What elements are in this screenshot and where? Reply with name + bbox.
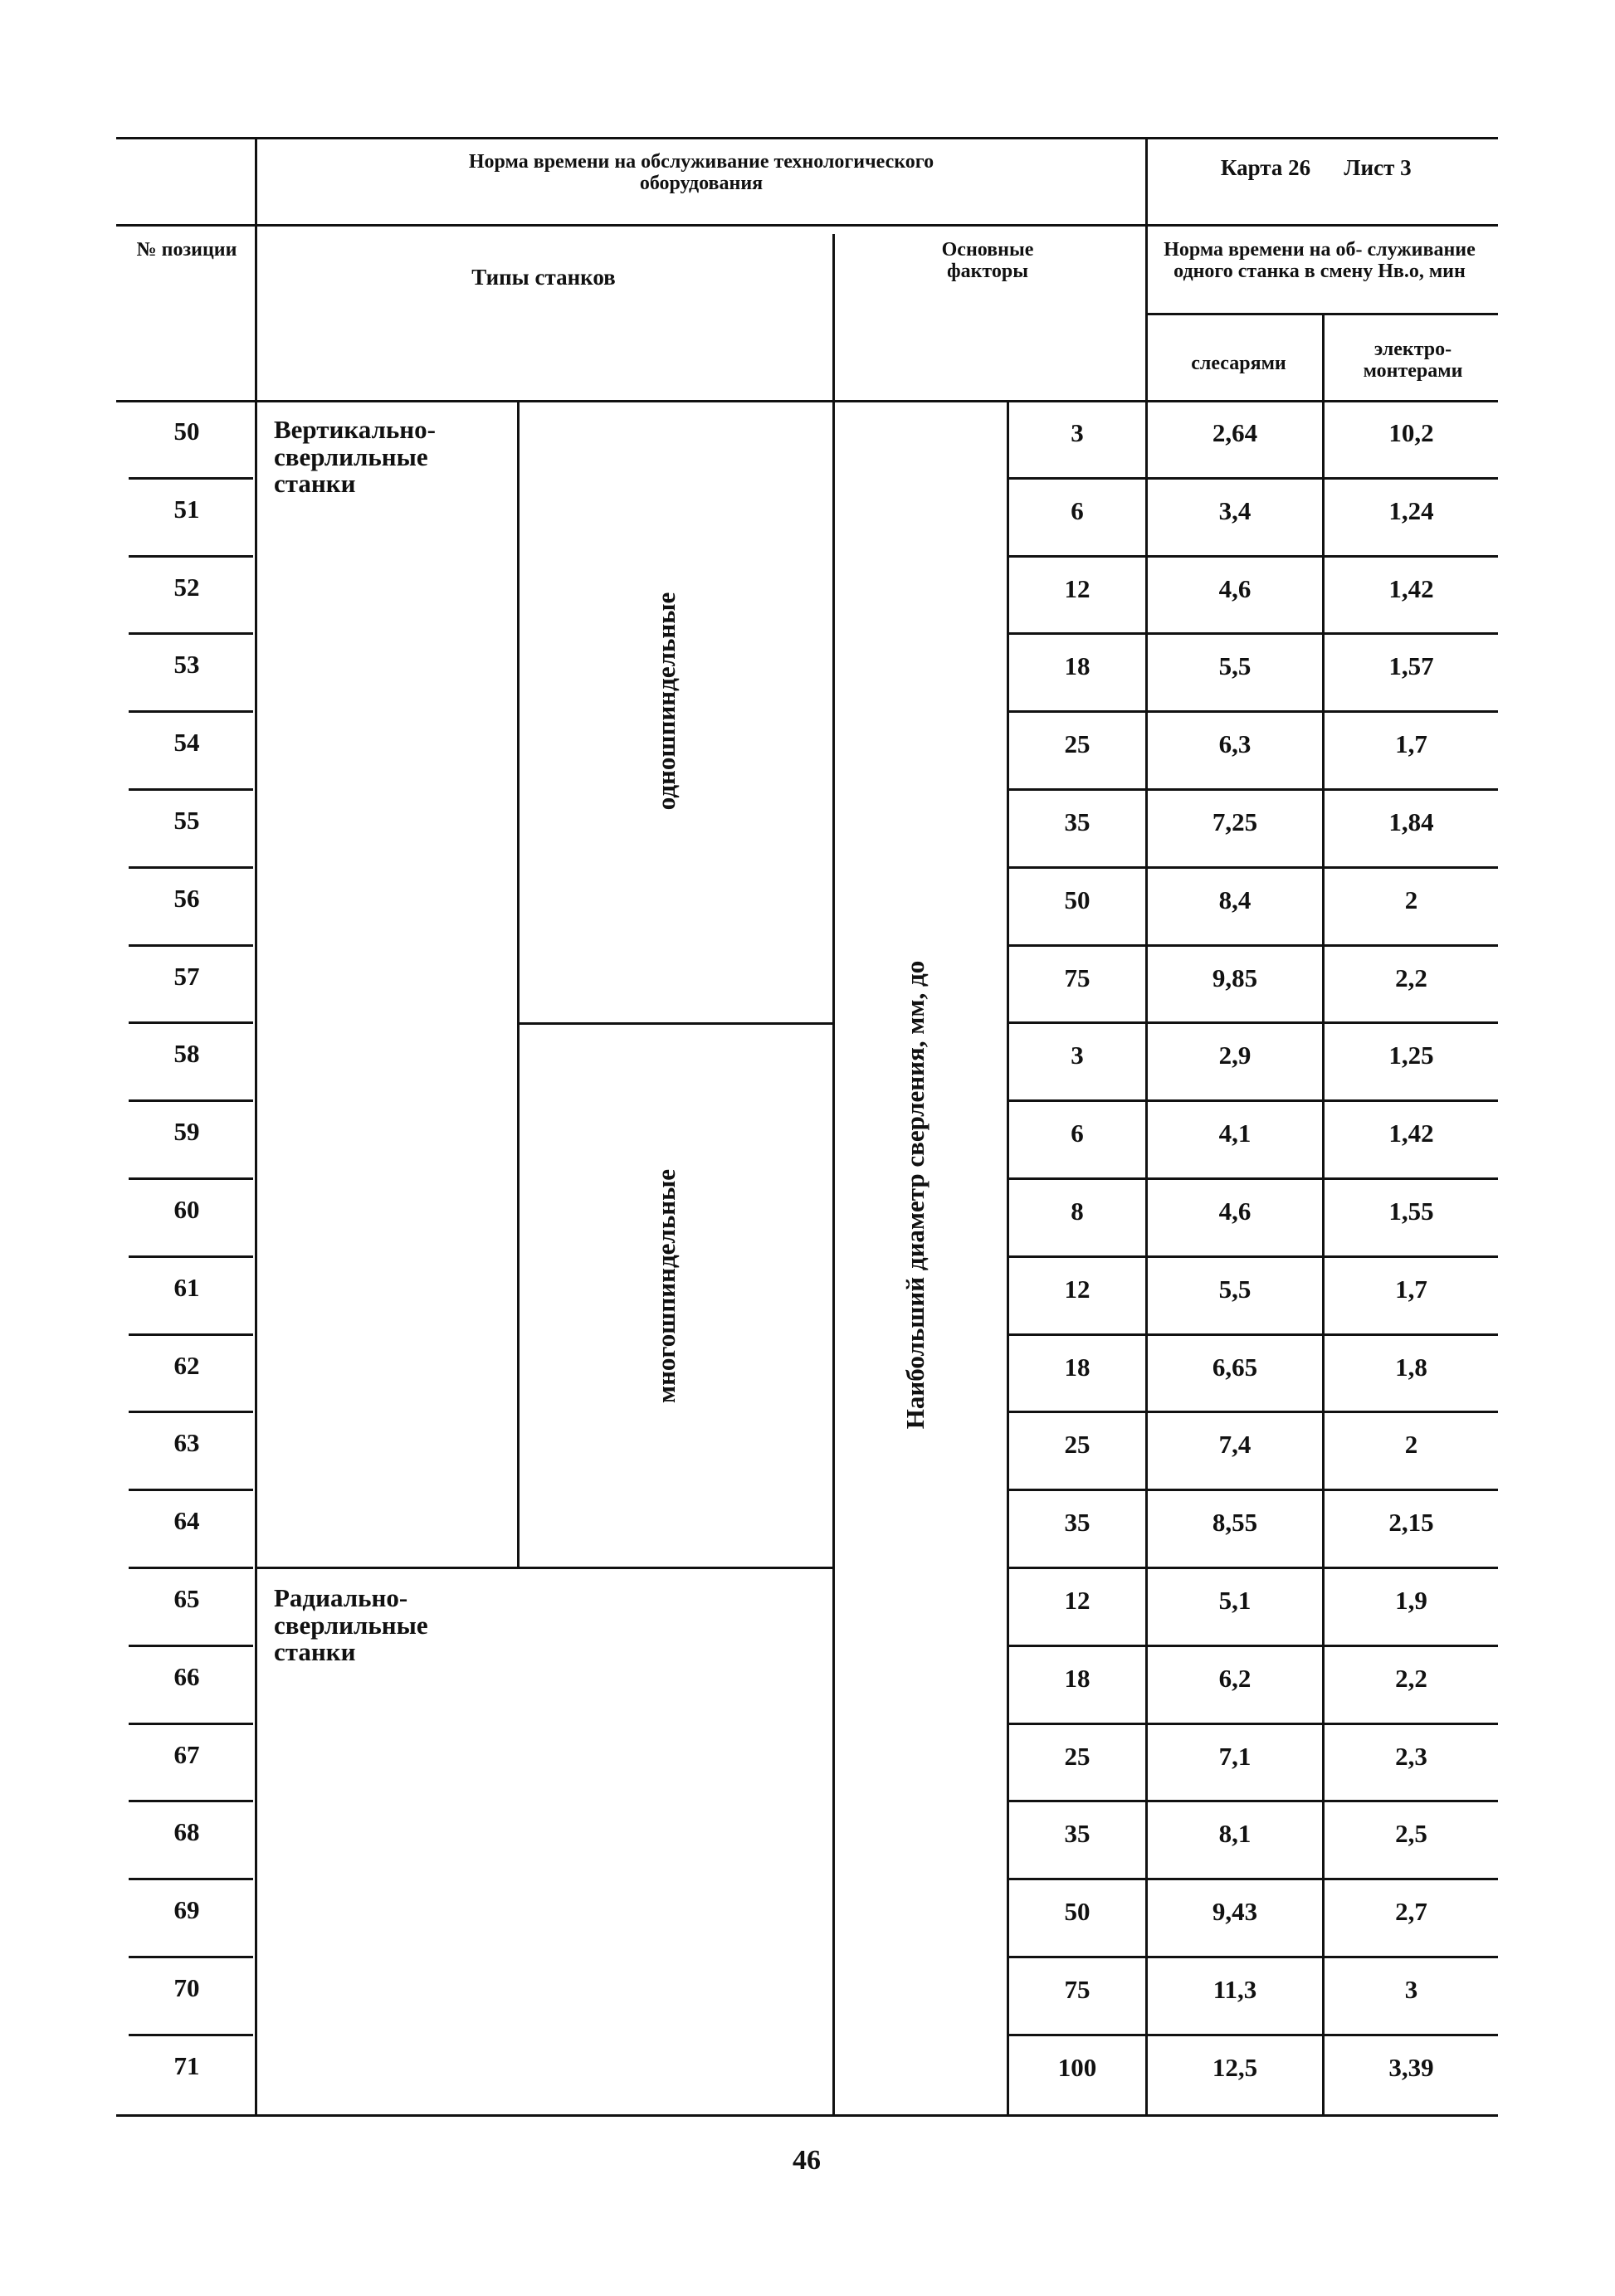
row-divider [1007, 1333, 1498, 1336]
label-single-spindle: одношпиндельные [651, 592, 681, 811]
row-electrician-time: 10,2 [1388, 418, 1434, 447]
page-number: 46 [793, 2145, 821, 2176]
col-position: № позиции [136, 239, 237, 261]
row-diameter: 12 [1064, 1586, 1090, 1615]
row-electrician-time: 1,8 [1395, 1352, 1427, 1382]
row-divider [129, 1489, 253, 1491]
row-locksmith-time: 2,9 [1218, 1041, 1252, 1070]
row-electrician-time: 2,5 [1395, 1819, 1427, 1849]
row-position: 70 [173, 1973, 200, 2002]
row-divider [129, 1567, 253, 1569]
row-position: 61 [173, 1272, 200, 1302]
row-locksmith-time: 4,6 [1218, 573, 1252, 603]
sheet-number: Лист 3 [1344, 155, 1412, 180]
row-diameter: 18 [1064, 1663, 1090, 1693]
row-locksmith-time: 7,4 [1218, 1430, 1252, 1460]
col-norm-group: Норма времени на об- служивание одного станка в смену Нв.о, мин [1164, 239, 1476, 283]
row-locksmith-time: 5,1 [1218, 1586, 1252, 1615]
spindle-split-rule [517, 1022, 832, 1025]
bottom-rule [116, 2114, 1498, 2117]
row-position: 62 [173, 1350, 200, 1380]
row-divider [129, 1099, 253, 1102]
row-electrician-time: 1,7 [1395, 729, 1427, 759]
row-divider [1007, 555, 1498, 558]
row-divider [129, 477, 253, 480]
row-electrician-time: 2,2 [1395, 963, 1427, 992]
row-diameter: 18 [1064, 651, 1090, 681]
row-position: 57 [173, 961, 200, 991]
row-electrician-time: 2,7 [1395, 1897, 1427, 1927]
row-divider [1007, 710, 1498, 713]
row-position: 65 [173, 1584, 200, 1613]
row-position: 51 [173, 494, 200, 524]
row-electrician-time: 1,7 [1395, 1274, 1427, 1304]
row-divider [1007, 1567, 1498, 1569]
row-position: 68 [173, 1817, 200, 1847]
row-divider [1007, 788, 1498, 791]
row-diameter: 75 [1064, 963, 1090, 992]
row-position: 52 [173, 572, 200, 602]
columns-bottom-rule [116, 400, 1498, 402]
row-divider [129, 2034, 253, 2036]
row-diameter: 12 [1064, 1274, 1090, 1304]
row-position: 67 [173, 1739, 200, 1769]
row-electrician-time: 1,9 [1395, 1586, 1427, 1615]
row-electrician-time: 1,42 [1388, 1119, 1434, 1148]
card-number: Карта 26 [1220, 155, 1311, 180]
row-locksmith-time: 6,65 [1212, 1352, 1258, 1382]
row-diameter: 35 [1064, 1508, 1090, 1538]
row-diameter: 12 [1064, 573, 1090, 603]
row-locksmith-time: 5,5 [1218, 1274, 1252, 1304]
row-divider [1007, 632, 1498, 635]
row-divider [129, 1800, 253, 1802]
row-locksmith-time: 4,6 [1218, 1197, 1252, 1226]
row-divider [129, 1255, 253, 1258]
row-divider [1007, 1800, 1498, 1802]
row-divider [129, 1021, 253, 1024]
label-max-diameter: Наибольший диаметр сверления, мм, до [900, 960, 929, 1430]
table-title: Норма времени на обслуживание технологического оборудования [468, 151, 934, 195]
row-divider [129, 788, 253, 791]
row-locksmith-time: 4,1 [1218, 1119, 1252, 1148]
row-diameter: 18 [1064, 1352, 1090, 1382]
row-diameter: 3 [1071, 418, 1084, 447]
row-diameter: 50 [1064, 885, 1090, 914]
header-bottom-rule [116, 224, 1498, 227]
row-electrician-time: 1,55 [1388, 1197, 1434, 1226]
row-diameter: 35 [1064, 1819, 1090, 1849]
row-locksmith-time: 8,4 [1218, 885, 1252, 914]
row-divider [1007, 2034, 1498, 2036]
row-divider [1007, 1878, 1498, 1880]
row-divider [1007, 866, 1498, 869]
row-diameter: 8 [1071, 1197, 1084, 1226]
row-locksmith-time: 7,25 [1212, 807, 1258, 836]
row-diameter: 25 [1064, 729, 1090, 759]
row-divider [1007, 944, 1498, 947]
row-locksmith-time: 7,1 [1218, 1741, 1252, 1771]
row-electrician-time: 3,39 [1388, 2052, 1434, 2082]
row-divider [1007, 477, 1498, 480]
col-sep-factors [832, 234, 835, 2116]
row-position: 71 [173, 2050, 200, 2080]
row-electrician-time: 1,24 [1388, 495, 1434, 525]
top-rule [116, 137, 1498, 139]
row-divider [129, 1723, 253, 1725]
col-electricians: электро- монтерами [1363, 339, 1463, 383]
row-electrician-time: 1,25 [1388, 1041, 1434, 1070]
row-electrician-time: 2,15 [1388, 1508, 1434, 1538]
row-diameter: 25 [1064, 1741, 1090, 1771]
row-divider [1007, 1489, 1498, 1491]
row-divider [129, 1878, 253, 1880]
row-electrician-time: 2,3 [1395, 1741, 1427, 1771]
row-divider [1007, 1177, 1498, 1180]
row-electrician-time: 1,84 [1388, 807, 1434, 836]
row-position: 59 [173, 1117, 200, 1147]
row-locksmith-time: 5,5 [1218, 651, 1252, 681]
col-sep-spindle [517, 400, 520, 1568]
row-locksmith-time: 6,2 [1218, 1663, 1252, 1693]
row-electrician-time: 2 [1404, 1430, 1418, 1460]
row-divider [1007, 1021, 1498, 1024]
row-position: 58 [173, 1039, 200, 1069]
row-position: 54 [173, 728, 200, 758]
row-divider [129, 1177, 253, 1180]
row-divider [129, 1645, 253, 1647]
row-position: 53 [173, 650, 200, 680]
row-diameter: 35 [1064, 807, 1090, 836]
row-divider [1007, 1411, 1498, 1413]
row-position: 66 [173, 1661, 200, 1691]
row-position: 69 [173, 1895, 200, 1925]
row-electrician-time: 2 [1404, 885, 1418, 914]
row-diameter: 6 [1071, 495, 1084, 525]
row-electrician-time: 2,2 [1395, 1663, 1427, 1693]
header-divider-right [1145, 137, 1148, 224]
col-locksmiths: слесарями [1191, 353, 1286, 374]
row-diameter: 6 [1071, 1119, 1084, 1148]
row-locksmith-time: 9,43 [1212, 1897, 1258, 1927]
col-machine-types: Типы станков [471, 265, 616, 290]
row-divider [129, 555, 253, 558]
row-diameter: 3 [1071, 1041, 1084, 1070]
row-divider [129, 1411, 253, 1413]
row-locksmith-time: 9,85 [1212, 963, 1258, 992]
row-diameter: 25 [1064, 1430, 1090, 1460]
row-divider [1007, 1645, 1498, 1647]
row-position: 60 [173, 1195, 200, 1224]
group-radial-drilling: Радиально- сверлильные станки [274, 1583, 428, 1667]
row-electrician-time: 3 [1404, 1975, 1418, 2004]
label-multi-spindle: многошпиндельные [651, 1168, 681, 1404]
group-vertical-drilling: Вертикально- сверлильные станки [274, 415, 436, 499]
col-main-factors: Основные факторы [941, 239, 1034, 283]
row-position: 50 [173, 417, 200, 446]
row-locksmith-time: 8,1 [1218, 1819, 1252, 1849]
row-locksmith-time: 12,5 [1212, 2052, 1258, 2082]
col-sep-types [255, 224, 257, 2116]
row-locksmith-time: 6,3 [1218, 729, 1252, 759]
header-divider-left [255, 137, 257, 224]
row-position: 55 [173, 806, 200, 835]
row-diameter: 50 [1064, 1897, 1090, 1927]
row-electrician-time: 1,57 [1388, 651, 1434, 681]
row-divider [129, 944, 253, 947]
row-locksmith-time: 8,55 [1212, 1508, 1258, 1538]
row-divider [1007, 1956, 1498, 1958]
row-divider [1007, 1099, 1498, 1102]
row-position: 56 [173, 883, 200, 913]
row-divider [129, 866, 253, 869]
row-diameter: 75 [1064, 1975, 1090, 2004]
row-position: 64 [173, 1506, 200, 1536]
row-divider [1007, 1255, 1498, 1258]
group-split-rule [255, 1567, 832, 1569]
row-divider [1007, 1723, 1498, 1725]
row-electrician-time: 1,42 [1388, 573, 1434, 603]
row-position: 63 [173, 1428, 200, 1458]
row-locksmith-time: 3,4 [1218, 495, 1252, 525]
row-locksmith-time: 11,3 [1212, 1975, 1257, 2004]
row-divider [129, 710, 253, 713]
row-divider [129, 1956, 253, 1958]
row-divider [129, 1333, 253, 1336]
row-locksmith-time: 2,64 [1212, 418, 1258, 447]
row-diameter: 100 [1057, 2052, 1097, 2082]
row-divider [129, 632, 253, 635]
